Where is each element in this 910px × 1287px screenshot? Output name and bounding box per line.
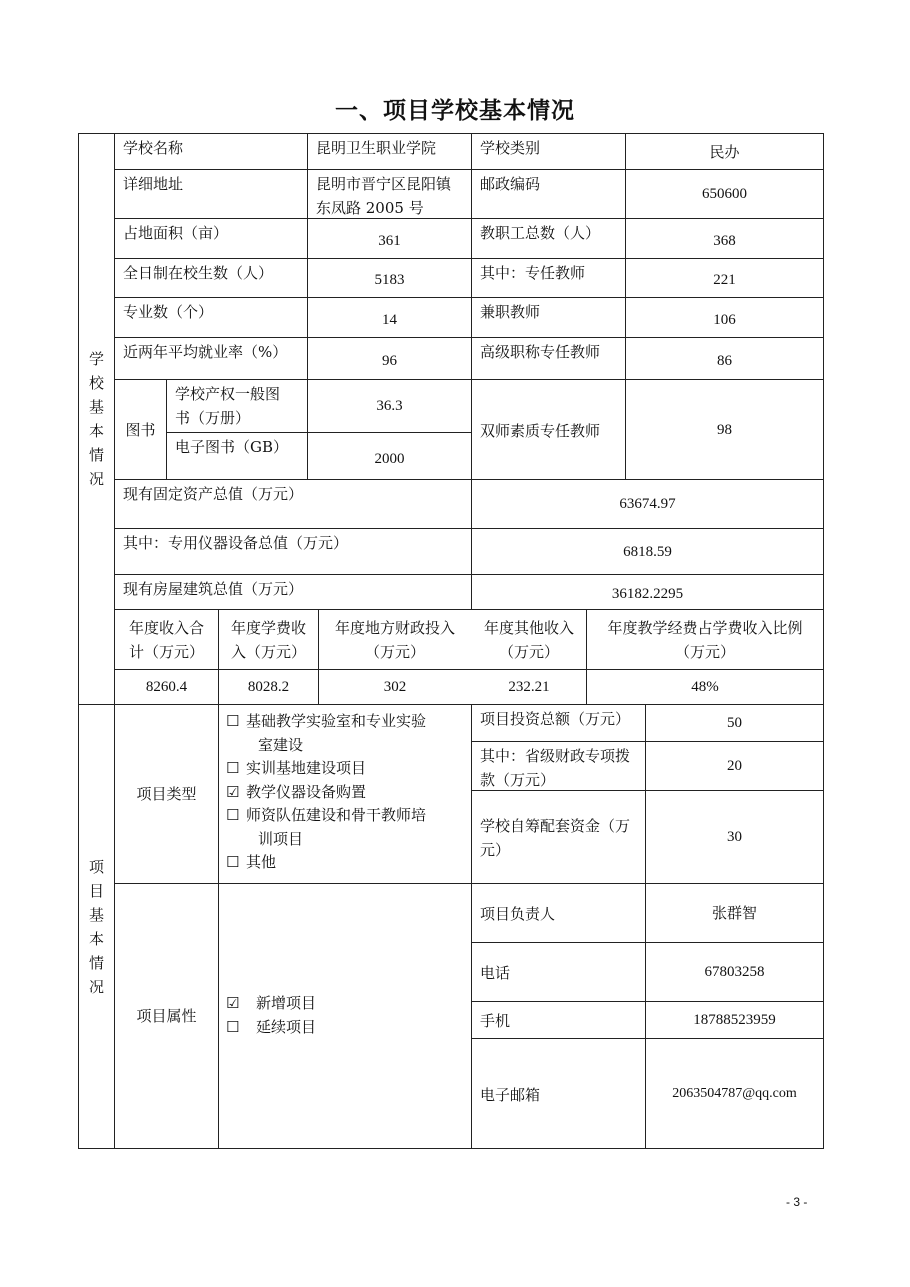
self-funds-value: 30 — [727, 829, 742, 845]
address-line-2: 东凤路 2005 号 — [316, 199, 424, 217]
income-header-other-line-2: （万元） — [498, 642, 559, 661]
land-area-label: 占地面积（亩） — [123, 224, 229, 242]
project-section-label: 项目基本情况 — [88, 857, 104, 996]
parttime-teachers-value: 106 — [713, 311, 736, 328]
checkbox-icon[interactable]: ☐ — [226, 853, 240, 871]
fulltime-teachers-label: 其中：专任教师 — [480, 264, 586, 282]
project-attr-option[interactable] — [226, 1015, 471, 1039]
option-label: 师资队伍建设和骨干教师培 — [246, 806, 427, 824]
project-attr-option[interactable] — [226, 991, 471, 1015]
postcode-label: 邮政编码 — [480, 175, 541, 193]
project-attr-label: 项目属性 — [136, 1007, 197, 1025]
provincial-funds-label-line-2: 款（万元） — [480, 771, 556, 789]
fulltime-teachers-value: 221 — [713, 272, 736, 288]
income-tuition-value: 8028.2 — [247, 679, 290, 695]
address-label: 详细地址 — [123, 175, 184, 193]
income-header-tuition-line-1: 年度学费收 — [230, 618, 306, 637]
checkbox-icon[interactable]: ☐ — [226, 759, 240, 777]
option-label-continued: 室建设 — [258, 735, 304, 754]
income-header-tuition-line-2: 入（万元） — [230, 642, 306, 661]
page-number: - 3 - — [786, 1195, 808, 1209]
buildings-value: 36182.2295 — [611, 586, 684, 602]
income-header-total-line-2: 计（万元） — [128, 642, 204, 661]
employment-rate-value: 96 — [382, 352, 397, 369]
income-header-local-finance-line-1: 年度地方财政投入 — [334, 618, 455, 637]
school-type-label: 学校类别 — [480, 139, 541, 157]
income-header-other — [472, 610, 586, 669]
students-value: 5183 — [374, 272, 405, 288]
school-type-value: 民办 — [709, 142, 740, 161]
project-type-option[interactable] — [226, 851, 471, 875]
income-header-local-finance — [319, 610, 471, 669]
students-label: 全日制在校生数（人） — [123, 264, 274, 282]
income-other-value: 232.21 — [508, 679, 550, 695]
checkbox-checked-icon[interactable]: ☑ — [226, 782, 240, 801]
project-attr-options — [226, 991, 471, 1041]
option-label: 其他 — [246, 853, 277, 871]
school-name-label: 学校名称 — [123, 139, 184, 157]
checkbox-icon[interactable]: ☐ — [226, 806, 240, 824]
leader-label: 项目负责人 — [480, 905, 556, 923]
employment-rate-label: 近两年平均就业率（%） — [123, 343, 288, 361]
income-header-tuition — [219, 610, 318, 669]
option-label: 新增项目 — [256, 994, 317, 1012]
option-label: 延续项目 — [256, 1018, 317, 1036]
postcode-value: 650600 — [702, 186, 747, 202]
majors-value: 14 — [382, 311, 397, 328]
checkbox-icon[interactable]: ☐ — [226, 712, 240, 730]
income-total-value: 8260.4 — [145, 679, 188, 695]
buildings-label: 现有房屋建筑总值（万元） — [123, 580, 304, 598]
option-label-continued: 训项目 — [258, 829, 304, 848]
print-books-label — [167, 380, 307, 432]
email-value: 2063504787@qq.com — [672, 1085, 797, 1101]
income-header-ratio — [587, 610, 823, 669]
staff-total-label: 教职工总数（人） — [480, 224, 601, 242]
income-header-total — [115, 610, 218, 669]
books-label: 图书 — [125, 420, 156, 439]
option-label: 实训基地建设项目 — [246, 759, 367, 777]
print-books-value: 36.3 — [376, 398, 403, 414]
print-books-label-line-1: 学校产权一般图 — [175, 385, 281, 403]
address-value — [308, 170, 471, 218]
school-name-value: 昆明卫生职业学院 — [316, 139, 437, 157]
school-section-label: 学校基本情况 — [88, 350, 104, 488]
parttime-teachers-label: 兼职教师 — [480, 303, 541, 321]
senior-teachers-label: 高级职称专任教师 — [480, 343, 601, 361]
ebooks-label: 电子图书（GB） — [175, 438, 289, 456]
project-type-option[interactable] — [226, 804, 471, 828]
project-type-options — [226, 710, 471, 880]
checkbox-icon[interactable]: ☐ — [226, 1018, 240, 1036]
email-label: 电子邮箱 — [480, 1085, 541, 1104]
dual-teachers-label: 双师素质专任教师 — [480, 421, 601, 440]
income-ratio-value: 48% — [691, 679, 719, 695]
self-funds-label-line-1: 学校自筹配套资金（万 — [480, 817, 631, 835]
address-line-1: 昆明市晋宁区昆阳镇 — [316, 175, 452, 193]
project-type-option[interactable] — [226, 757, 471, 781]
mobile-label: 手机 — [480, 1012, 511, 1030]
project-type-label: 项目类型 — [136, 785, 197, 803]
option-label: 基础教学实验室和专业实验 — [246, 712, 427, 730]
print-books-label-line-2: 书（万册） — [175, 409, 251, 427]
provincial-funds-label — [472, 742, 645, 790]
investment-label: 项目投资总额（万元） — [480, 710, 631, 728]
equipment-label: 其中：专用仪器设备总值（万元） — [123, 534, 349, 552]
income-local-finance-value: 302 — [383, 679, 407, 695]
project-type-option[interactable] — [226, 710, 471, 734]
income-header-ratio-line-2: （万元） — [674, 642, 735, 661]
equipment-value: 6818.59 — [623, 543, 672, 560]
fixed-assets-label: 现有固定资产总值（万元） — [123, 485, 304, 503]
phone-label: 电话 — [480, 964, 511, 982]
fixed-assets-value: 63674.97 — [619, 496, 676, 512]
self-funds-label-line-2: 元） — [480, 841, 511, 859]
self-funds-label — [472, 791, 645, 883]
provincial-funds-label-line-1: 其中：省级财政专项拨 — [480, 747, 631, 765]
staff-total-value: 368 — [713, 232, 736, 249]
phone-value: 67803258 — [704, 964, 765, 980]
checkbox-checked-icon[interactable]: ☑ — [226, 994, 240, 1012]
mobile-value: 18788523959 — [693, 1012, 776, 1028]
page-title: 一、项目学校基本情况 — [335, 98, 575, 124]
ebooks-value: 2000 — [374, 451, 405, 467]
option-label: 教学仪器设备购置 — [246, 782, 367, 801]
senior-teachers-value: 86 — [717, 352, 732, 369]
provincial-funds-value: 20 — [727, 758, 742, 774]
income-header-other-line-1: 年度其他收入 — [483, 618, 574, 637]
leader-value: 张群智 — [711, 904, 757, 922]
project-type-option[interactable] — [226, 781, 471, 805]
investment-value: 50 — [727, 715, 742, 731]
land-area-value: 361 — [378, 232, 401, 249]
income-header-local-finance-line-2: （万元） — [364, 642, 425, 661]
dual-teachers-value: 98 — [717, 421, 732, 438]
majors-label: 专业数（个） — [123, 303, 214, 321]
income-header-ratio-line-1: 年度教学经费占学费收入比例 — [607, 618, 803, 637]
income-header-total-line-1: 年度收入合 — [128, 618, 204, 637]
